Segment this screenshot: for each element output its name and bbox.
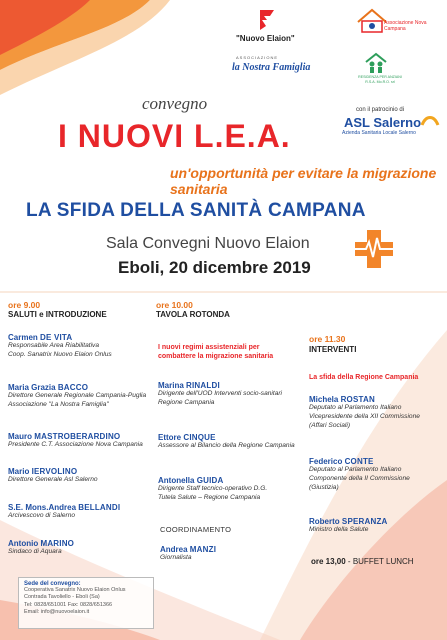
- col3-speaker: [309, 395, 444, 431]
- col1-speaker: [8, 503, 168, 521]
- nuovo-elaion-icon: [256, 8, 278, 32]
- speaker-last: CINQUE: [183, 433, 216, 442]
- col2-speaker: [158, 476, 308, 503]
- col3-time: ore 11.30: [309, 334, 346, 344]
- main-title: I NUOVI L.E.A.: [58, 118, 291, 154]
- col3-note: La sfida della Regione Campania: [309, 374, 419, 381]
- speaker-first: Andrea: [160, 545, 188, 554]
- speaker-name: [8, 467, 168, 476]
- col1-speaker: [8, 383, 168, 410]
- venue-info-box: [18, 577, 154, 629]
- nuovo-elaion-logo: [247, 8, 287, 37]
- asl-logo-text: ASL Salerno: [344, 115, 422, 130]
- speaker-first: Michela: [309, 395, 339, 404]
- col1-speaker: [8, 333, 158, 360]
- event-date: Eboli, 20 dicembre 2019: [118, 258, 311, 277]
- speaker-role: Deputato al Parlamento Italiano Vicepresidente della XII Commissione (Affari Sociali): [309, 404, 420, 429]
- speaker-name: [8, 432, 168, 441]
- venue-box-line: Cooperativa Sanatrix Nuovo Elaion Onlus: [24, 587, 126, 593]
- speaker-name: [309, 395, 444, 404]
- speaker-last: MARINO: [40, 539, 75, 548]
- speaker-name: [158, 433, 308, 442]
- speaker-name: [8, 539, 168, 548]
- nostra-famiglia-logo: la Nostra Famiglia: [232, 62, 311, 73]
- speaker-name: [158, 476, 308, 485]
- asl-subtitle: Azienda Sanitaria Locale Salerno: [342, 130, 416, 136]
- coord-label: COORDINAMENTO: [160, 525, 232, 534]
- speaker-role: Direttore Generale Regionale Campania-Puglia Associazione "La Nostra Famiglia": [8, 392, 147, 408]
- speaker-last: DE VITA: [40, 333, 73, 342]
- residenza-name: RESIDENZA PER ANZIANI: [358, 75, 402, 79]
- speaker-first: Antonio: [8, 539, 39, 548]
- speaker-first: Marina: [158, 381, 184, 390]
- col2-title: TAVOLA ROTONDA: [156, 310, 230, 319]
- speaker-last: RINALDI: [186, 381, 220, 390]
- col1-speaker: [8, 432, 168, 450]
- venue-box-title: Sede del convegno:: [24, 581, 81, 587]
- speaker-name: [8, 333, 158, 342]
- speaker-first: Mauro: [8, 432, 32, 441]
- residenza-label: [350, 75, 410, 84]
- venue-box-email[interactable]: Email: info@nuovoelaion.it: [24, 609, 90, 616]
- speaker-role: Giornalista: [160, 554, 192, 561]
- buffet-info: [311, 557, 414, 566]
- speaker-name: [8, 503, 168, 512]
- buffet-time: ore 13,00: [311, 557, 346, 566]
- col3-title: INTERVENTI: [309, 345, 357, 354]
- speaker-last: CONTE: [344, 457, 374, 466]
- col3-speaker: [309, 517, 444, 535]
- speaker-last: IERVOLINO: [31, 467, 78, 476]
- speaker-last: BACCO: [57, 383, 89, 392]
- speaker-name: [8, 383, 168, 392]
- col2-note: I nuovi regimi assistenziali per combattere la migrazione sanitaria: [158, 344, 274, 361]
- patrocinio-label: con il patrocinio di: [356, 107, 405, 113]
- subtitle: un'opportunità per evitare la migrazione sanitaria: [170, 165, 437, 197]
- speaker-first: Antonella: [158, 476, 195, 485]
- speaker-role: Dirigente Staff tecnico-operativo D.G. Tutela Salute – Regione Campania: [158, 485, 268, 501]
- convegno-label: convegno: [142, 94, 208, 113]
- col2-speaker: [158, 381, 308, 408]
- speaker-last: MANZI: [189, 545, 217, 554]
- col1-time: ore 9.00: [8, 300, 41, 310]
- speaker-first: Ettore: [158, 433, 182, 442]
- speaker-role: Responsabile Area Riabilitativa Coop. Sanatrix Nuovo Elaion Onlus: [8, 342, 112, 358]
- people-icon: [362, 52, 390, 74]
- speaker-first: Federico: [309, 457, 343, 466]
- col1-speaker: [8, 539, 168, 557]
- speaker-role: Presidente C.T. Associazione Nova Campania: [8, 441, 143, 448]
- speaker-role: Arcivescovo di Salerno: [8, 512, 76, 519]
- speaker-role: Dirigente dell'UOD Interventi socio-sanitari Regione Campania: [158, 390, 283, 406]
- col2-time: ore 10.00: [156, 300, 193, 310]
- col1-speaker: [8, 467, 168, 485]
- venue-title: Sala Convegni Nuovo Elaion: [106, 235, 310, 252]
- col2-speaker: [158, 433, 308, 451]
- speaker-last: ROSTAN: [340, 395, 375, 404]
- speaker-role: Assessore al Bilancio della Regione Campania: [158, 442, 295, 449]
- coordinator: [160, 545, 300, 563]
- col3-speaker: [309, 457, 444, 493]
- nova-campana-label: Associazione Nova Campana: [384, 20, 427, 32]
- asl-icon: [420, 113, 440, 132]
- medical-cross-icon: [352, 228, 396, 275]
- speaker-first: Mario: [8, 467, 30, 476]
- speaker-first: Roberto: [309, 517, 340, 526]
- buffet-label: - BUFFET LUNCH: [345, 557, 414, 566]
- residenza-sub: R.S.A. Mo.R.O. srl: [365, 79, 395, 84]
- nostra-famiglia-assoc: ASSOCIAZIONE: [236, 55, 279, 60]
- speaker-name: [158, 381, 308, 390]
- speaker-role: Sindaco di Aquara: [8, 548, 62, 555]
- speaker-role: Deputato al Parlamento Italiano Componente della II Commissione (Giustizia): [309, 466, 410, 491]
- speaker-role: Direttore Generale Asl Salerno: [8, 476, 98, 483]
- venue-box-line: Contrada Tavoliello - Eboli (Sa): [24, 594, 100, 601]
- speaker-last: BELLANDI: [78, 503, 121, 512]
- speaker-first: Maria Grazia: [8, 383, 56, 392]
- col1-title: SALUTI e INTRODUZIONE: [8, 310, 107, 319]
- speaker-first: S.E. Mons.Andrea: [8, 503, 77, 512]
- speaker-name: [309, 517, 444, 526]
- speaker-role: Ministro della Salute: [309, 526, 369, 533]
- speaker-name: [309, 457, 444, 466]
- sfida-title: LA SFIDA DELLA SANITÀ CAMPANA: [26, 200, 366, 221]
- speaker-last: SPERANZA: [341, 517, 388, 526]
- speaker-last: MASTROBERARDINO: [34, 432, 121, 441]
- nuovo-elaion-label: "Nuovo Elaion": [236, 34, 295, 43]
- speaker-last: GUIDA: [196, 476, 224, 485]
- venue-box-line: Tel: 0828/651001 Fax: 0828/651366: [24, 601, 113, 608]
- coordinator-name: [160, 545, 300, 554]
- speaker-first: Carmen: [8, 333, 38, 342]
